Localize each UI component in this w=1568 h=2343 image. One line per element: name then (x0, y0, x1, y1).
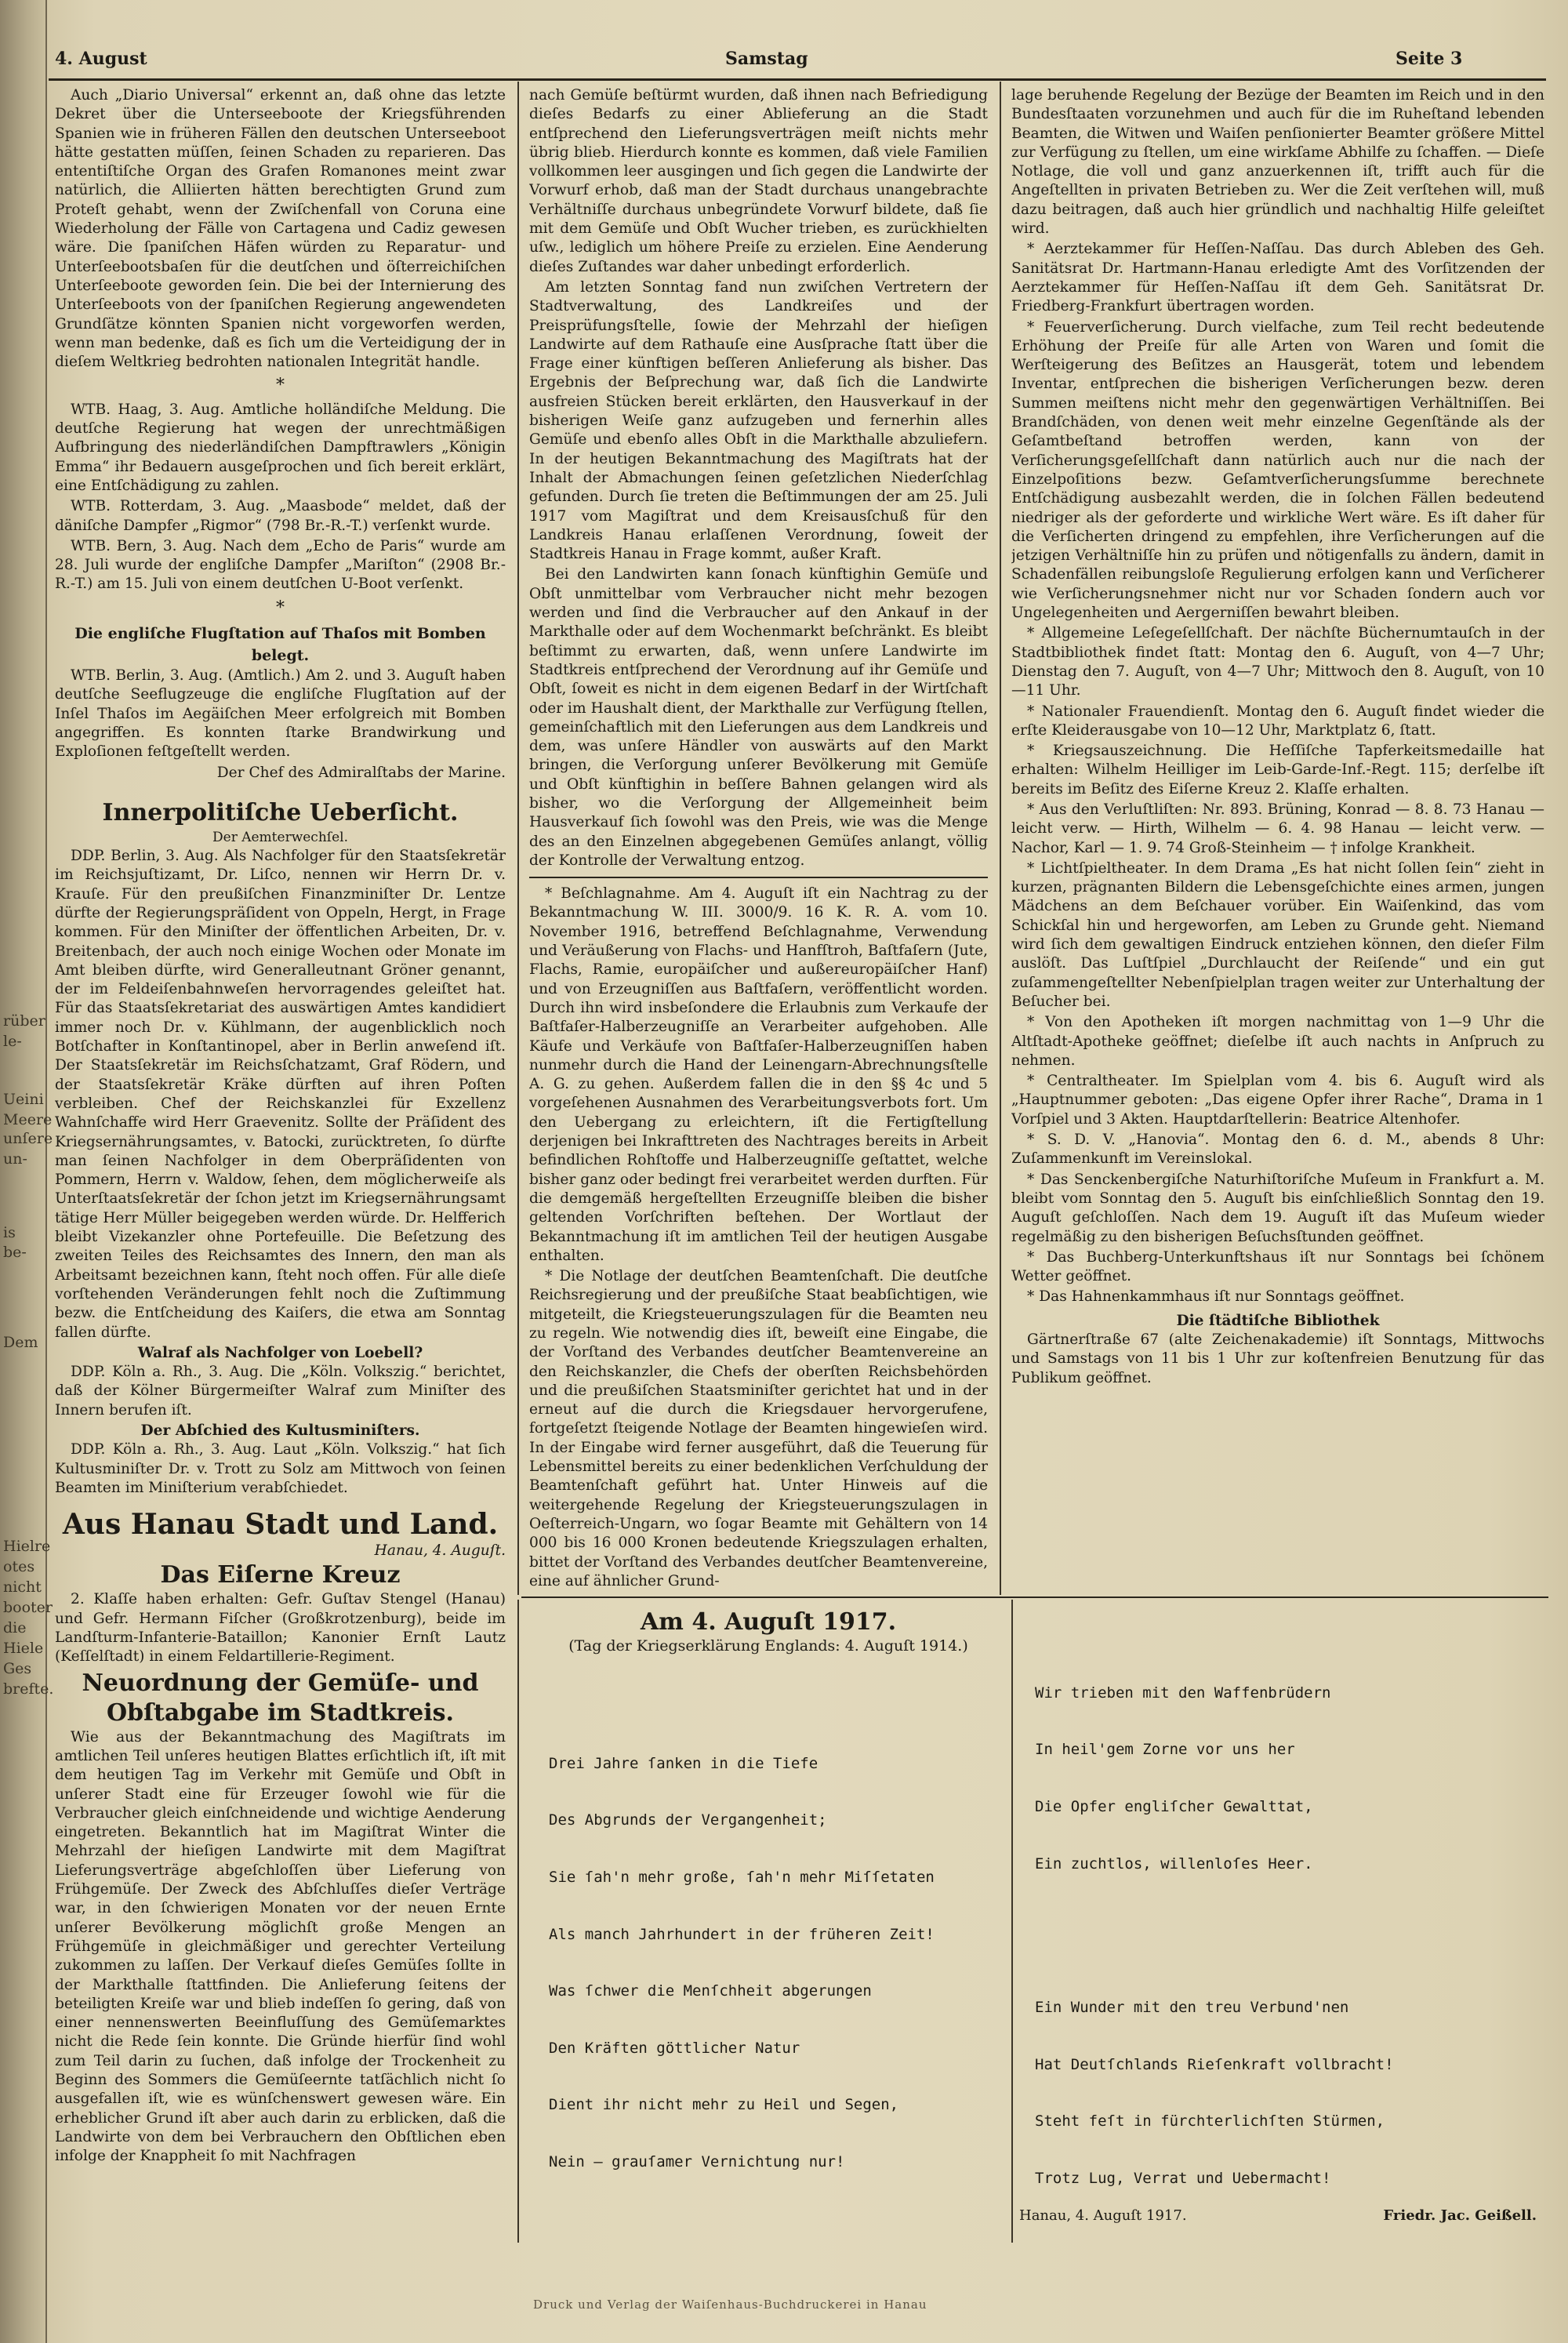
article-bibliothek: Gärtnerſtraße 67 (alte Zeichenakademie) iſt Sonntags, Mittwochs und Samstags von 11 bis 1 Uhr zur koſtenfreien Benutzung für das Publikum geöffnet. (1011, 1331, 1544, 1386)
header-date: 4. August (55, 49, 147, 69)
heading-bibliothek: Die ſtädtiſche Bibliothek (1176, 1312, 1380, 1329)
poem-header (533, 1607, 1004, 1659)
edge-word: Ueini (3, 1091, 44, 1108)
edge-word: nicht (3, 1578, 42, 1596)
signature-admiralstab: Der Chef des Admiralſtabs der Marine. (216, 764, 506, 781)
edge-word: die (3, 1619, 27, 1636)
poem-line: Die Opfer engliſcher Gewalttat, (1035, 1798, 1313, 1815)
poem-line: Wir trieben mit den Waffenbrüdern (1035, 1684, 1331, 1702)
header-day: Samstag (725, 49, 808, 69)
article-bern: WTB. Bern, 3. Aug. Nach dem „Echo de Paris“ wurde am 28. Juli wurde der engliſche Dampfer „Mariſton“ (2908 Br.-R.-T.) am 15. Juli von einem deutſchen U-Boot verſenkt. (55, 537, 506, 593)
article-eiserne-kreuz: 2. Klaſſe haben erhalten: Gefr. Guſtav Stengel (Hanau) und Gefr. Hermann Fiſcher (Großkrotzenburg), beide im Landſturm-Infanterie-Bataillon; Kanonier Ernſt Lautz (Keſſelſtadt) in einem Feldartillerie-Regiment. (55, 1591, 506, 1666)
title-neuordnung: Neuordnung der Gemüſe- und Obſtabgabe im Stadtkreis. (82, 1669, 479, 1727)
title-hanau: Aus Hanau Stadt und Land. (62, 1508, 499, 1542)
heading-thasos: Die engliſche Flugſtation auf Thaſos mit Bomben belegt. (74, 625, 486, 665)
poem-line: Nein — grauſamer Vernichtung nur! (549, 2152, 845, 2170)
article-beamtenschaft: * Die Notlage der deutſchen Beamtenſchaft. Die deutſche Reichsregierung und der preußiſche Staat beabſichtigen, wie mitgeteilt, die Kriegsteuerungszulagen für die Beamten neu zu regeln. Wie notwendig dies iſt, beweiſt eine Eingabe, die der Vorſtand des Verbandes deutſcher Beamtenvereine an den Reichskanzler, die Chefs der oberſten Reichsbehörden und die preußiſchen Staatsminiſter gerichtet hat und in der erneut auf die durch die Kriegsdauer hervorgerufene, fortgeſetzt ſteigende Notlage der Beamten hingewieſen wird. In der Eingabe wird ferner ausgeführt, daß die Teuerung für Lebensmittel bereits zu einer bedenklichen Verſchuldung der Beamtenſchaft geführt hat. Unter Hinweis auf die weitergehende Regelung der Kriegsteuerungszulagen in Oeſterreich-Ungarn, wo ſogar Beamte mit Gehältern von 14 000 bis 16 000 Kronen bedeutende Kriegszulagen erhalten, bittet der Vorſtand des Verbandes deutſcher Beamtenvereine, eine auf ähnlicher Grund- (529, 1268, 988, 1589)
poem-top-rule (521, 1597, 1548, 1598)
poem-line: Ein Wunder mit den treu Verbund'nen (1035, 1999, 1349, 2016)
edge-word: Hiele (3, 1640, 44, 1657)
article-kultus: DDP. Köln a. Rh., 3. Aug. Laut „Köln. Volkszig.“ hat ſich Kultusminiſter Dr. v. Trott zu Solz am Mittwoch von ſeinen Beamten im Miniſterium verabſchiedet. (55, 1441, 506, 1496)
edge-word: un- (3, 1150, 27, 1168)
separator-star: * (276, 598, 285, 618)
edge-word: is be- (3, 1224, 27, 1261)
article-thasos: WTB. Berlin, 3. Aug. (Amtlich.) Am 2. und 3. Auguſt haben deutſche Seeflugzeuge die engliſche Flugſtation auf der Inſel Thaſos im Aegäiſchen Meer erfolgreich mit Bomben angegriffen. Es konnten ſtarke Brandwirkung und Exploſionen feſtgeſtellt werden. (55, 667, 506, 761)
article-neuordnung-cont: nach Gemüſe beſtürmt wurden, daß ihnen nach Befriedigung dieſes Bedarfs zu einer Ablieferung an die Stadt entſprechend den Lieferungsverträgen meiſt nichts mehr übrig blieb. Hierdurch konnte es kommen, daß viele Familien vollkommen leer ausgingen und ſich gegen die Landwirte der Vorwurf erhob, daß man der Stadt durchaus unangebrachte Verhältniſſe durchaus unbegründete Vorwurf bildete, daß ſie mit dem Gemüſe und Obſt Wucher trieben, es zurückhielten uſw., lediglich um höhere Preiſe zu erzielen. Eine Aenderung dieſes Zuſtandes war daher unbedingt erforderlich. (529, 87, 988, 275)
article-neuordnung: Wie aus der Bekanntmachung des Magiſtrats im amtlichen Teil unſeres heutigen Blattes erſichtlich iſt, iſt mit dem heutigen Tag im Verkehr mit Gemüſe und Obſt in unſerer Stadt eine für Erzeuger ſowohl wie für die Verbraucher gleich einſchneidende und wichtige Aenderung eingetreten. Bekanntlich hat im Magiſtrat Winter die Mehrzahl der hieſigen Landwirte mit dem Magiſtrat Lieferungsverträge abgeſchloſſen über Lieferung von Frühgemüſe. Der Zweck des Abſchluſſes dieſer Verträge war, in den ſchwierigen Monaten vor der neuen Ernte unſerer Bevölkerung möglichſt große Mengen an Frühgemüſe in gleichmäßiger und gerechter Verteilung zukommen zu laſſen. Der Verkauf dieſes Gemüſes ſollte in der Markthalle ſtattfinden. Die Anlieferung ſeitens der beteiligten Kreiſe war und blieb indeſſen ſo gering, daß von einer nennenswerten Beeinfluſſung des Gemüſemarktes nicht die Rede ſein konnte. Die Gründe hierfür ſind wohl zum Teil darin zu ſuchen, daß infolge der Trockenheit zu Beginn des Sommers die Gemüſeernte tatſächlich nicht ſo ausgefallen iſt, wie es wünſchenswert gewesen wäre. Ein erheblicher Grund iſt aber auch darin zu erblicken, daß die Landwirte von dem bei Verbrauchern den Obſtlichen eben infolge der Knappheit ſo mit Nachfragen (55, 1728, 506, 2165)
sub-kultus: Der Abſchied des Kultusminiſters. (140, 1422, 420, 1439)
title-eiserne-kreuz: Das Eiſerne Kreuz (160, 1561, 401, 1589)
article-walraf: DDP. Köln a. Rh., 3. Aug. Die „Köln. Volkszig.“ berichtet, daß der Kölner Bürgermeiſter Walraf zum Miniſter des Innern berufen iſt. (55, 1364, 506, 1419)
poem-line: Sie ſah'n mehr große, ſah'n mehr Miſſetaten (549, 1869, 935, 1886)
page-footer: Druck und Verlag der Waiſenhaus-Buchdruckerei in Hanau (533, 2298, 927, 2312)
edge-word: Meere (3, 1111, 53, 1128)
poem-title: Am 4. Auguſt 1917. (640, 1608, 897, 1636)
article-beamtenschaft-cont: lage beruhende Regelung der Bezüge der Beamten im Reich und in den Bundesſtaaten vorzunehmen und auch für die im Ruheſtand lebenden Beamten, die Witwen und Waiſen penſionierter Beamter größere Mittel zur Verfügung zu ſtellen, um eine wirkſame Abhilfe zu ſchaffen. — Dieſe Notlage, die voll und ganz anzuerkennen iſt, trifft auch für die Angeſtellten in privaten Betrieben zu. Wer die Zeit verſtehen will, muß dazu beitragen, daß auch hier gründlich und nachhaltig Hilfe geleiſtet wird. (1011, 87, 1544, 238)
article-aemterwechsel: DDP. Berlin, 3. Aug. Als Nachfolger für den Staatsſekretär im Reichsjuſtizamt, Dr. Liſco, nennen wir Herrn Dr. v. Krauſe. Für den preußiſchen Finanzminiſter Dr. Lentze dürfte der Regierungspräſident von Oppeln, Hergt, in Frage kommen. Für den Miniſter der öffentlichen Arbeiten, Dr. v. Breitenbach, der auch noch einige Wochen oder Monate im Amt bleiben dürfte, wird Generalleutnant Gröner genannt, der im Feldeiſenbahnweſen hervorragendes geleiſtet hat. Für das Staatsſekretariat des auswärtigen Amtes kandidiert immer noch Dr. v. Kühlmann, der augenblicklich noch Botſchafter in Konſtantinopel, aber in Berlin anweſend iſt. Der Staatsſekretär im Reichsſchatzamt, Graf Rödern, und der Staatsſekretär Kräke dürften auf ihren Poſten verbleiben. Chef der Reichskanzlei für Exzellenz Wahnſchaffe wird Herr Graevenitz. Sollte der Präſident des Kriegsernährungsamtes, v. Batocki, zurücktreten, ſo dürfte man ſeinen Nachfolger in dem Oberpräſidenten von Pommern, Herrn v. Waldow, ſehen, dem möglicherweiſe als Unterſtaatsſekretär der ſchon jetzt im Kriegsernährungsamt tätige Herr Müller beigegeben werden würde. Dr. Helfferich bleibt Vizekanzler ohne Portefeuille. Die Beſetzung des zweiten Teiles des Reichsamtes des Innern, den man als Arbeitsamt bezeichnen kann, ſteht noch offen. Für alle dieſe vorſtehenden Veränderungen fehlt noch die Zuſtimmung bezw. die Entſcheidung des Kaiſers, die etwa am Sonntag fallen dürfte. (55, 848, 506, 1341)
edge-word: otes (3, 1558, 35, 1575)
article-rotterdam: WTB. Rotterdam, 3. Aug. „Maasbode“ meldet, daß der däniſche Dampfer „Rigmor“ (798 Br.-R.-T.) verſenkt wurde. (55, 498, 506, 534)
poem-line: Hat Deutſchlands Rieſenkraft vollbracht! (1035, 2055, 1394, 2073)
article-spain: Auch „Diario Universal“ erkennt an, daß ohne das letzte Dekret über die Unterseeboote der Kriegsführenden Spanien wie in früheren Fällen den deutschen Unterseeboot hätte gestatten müſſen, ſeinen Schaden zu reparieren. Das ententiſtiſche Organ des Grafen Romanones meint zwar natürlich, die Alliierten hätten berechtigten Grund zum Proteſt gehabt, wenn der Zwiſchenfall von Coruna eine Wiederholung der Fälle von Cartagena und Cadiz gewesen wäre. Die ſpaniſchen Häfen würden zu Reparatur- und Unterſeebootsbaſen für die deutſchen und öſterreichiſchen Unterſeeboote geworden ſein. Die bei der Internierung des Unterſeeboots von der ſpaniſchen Regierung angewendeten Grundſätze könnten Spanien nicht vorgeworfen werden, wenn man bedenke, daß es ſich um die Verteidigung der in dieſem Weltkrieg bedrohten nationalen Integrität handle. (55, 87, 506, 371)
article-verlustlisten: * Aus den Verluſtliſten: Nr. 893. Brüning, Konrad — 8. 8. 73 Hanau — leicht verw. — Hirth, Wilhelm — 6. 4. 98 Hanau — leicht verw. — Nachor, Karl — 1. 9. 74 Groß-Steinheim — † infolge Krankheit. (1011, 801, 1544, 856)
edge-word: rüber (3, 1012, 45, 1030)
article-apotheken: * Von den Apotheken iſt morgen nachmittag von 1—9 Uhr die Altſtadt-Apotheke geöffnet; dieſelbe iſt auch nachts in Anſpruch zu nehmen. (1011, 1014, 1544, 1069)
poem-place: Hanau, 4. Auguſt 1917. (1019, 2207, 1187, 2224)
article-neuordnung-3: Bei den Landwirten kann ſonach künftighin Gemüſe und Obſt unmittelbar vom Verbraucher nicht mehr bezogen werden und ſind die Verbraucher auf den Ankauf in der Markthalle oder auf dem Wochenmarkt beſchränkt. Es bleibt beſtimmt zu erwarten, daß, wenn unſere Landwirte im Stadtkreis entſprechend der Verordnung auf ihr Gemüſe und Obſt, ſoweit es nicht in dem eigenen Bedarf in der Wirtſchaft oder im Haushalt dient, der Markthalle zur Verfügung ſtellen, gemeinſchaftlich mit den Lieferungen aus dem Landkreis und dem, was unſere Händler von auswärts auf den Markt bringen, die Verſorgung unſerer Bevölkerung mit Gemüſe und Obſt künftighin in beſſere Bahnen gelangen wird als bisher, wo die Verſorgung der Allgemeinheit beim Hausverkauf ſich ſowohl was den Preis, wie was die Menge des an den Einzelnen abgegebenen Gemüſes anlangt, völlig der Kontrolle der Verwaltung entzog. (529, 566, 988, 869)
edge-word: unſere (3, 1130, 53, 1147)
dateline-hanau: Hanau, 4. Auguſt. (374, 1542, 506, 1560)
article-neuordnung-2: Am letzten Sonntag fand nun zwiſchen Vertretern der Stadtverwaltung, des Landkreiſes und der Preisprüfungsſtelle, ſowie der Mehrzahl der hieſigen Landwirte auf dem Rathauſe eine Ausſprache ſtatt über die Frage einer künftigen beſſeren Anlieferung als bisher. Das Ergebnis der Beſprechung war, daß ſich die Landwirte ausfreien Stücken bereit erklärten, den Hausverkauf in der bisherigen Weiſe ganz aufzugeben und fernerhin alles Gemüſe und ebenſo alles Obſt in die Markthalle abzuliefern. In der heutigen Bekanntmachung des Magiſtrats hat der Inhalt der Abmachungen ſeinen geſetzlichen Niederſchlag gefunden. Durch ſie treten die Beſtimmungen der am 25. Juli 1917 vom Magiſtrat und dem Kreisausſchuß für den Landkreis Hanau erlaſſenen Verordnung, ſoweit der Stadtkreis Hanau in Frage kommt, außer Kraft. (529, 278, 988, 563)
edge-word: Dem (3, 1334, 38, 1351)
article-buchberg: * Das Buchberg-Unterkunftshaus iſt nur Sonntags bei ſchönem Wetter geöffnet. (1011, 1248, 1544, 1285)
article-haag: WTB. Haag, 3. Aug. Amtliche holländiſche Meldung. Die deutſche Regierung hat wegen der unrechtmäßigen Aufbringung des niederländiſchen Dampftrawlers „Königin Emma“ ihr Bedauern ausgeſprochen und ſich bereit erklärt, eine Entſchädigung zu zahlen. (55, 401, 506, 494)
poem-author: Friedr. Jac. Geißell. (1383, 2207, 1537, 2224)
poem-stanza (1035, 1645, 1544, 1911)
column-rule (517, 82, 519, 1595)
article-feuerversicherung: * Feuerverſicherung. Durch vielfache, zum Teil recht bedeutende Erhöhung der Preiſe für alle Arten von Waren und ſomit die Werſteigerung des Beſitzes an Hausgerät, totem und lebendem Inventar, entſprechen die bisherigen Verſicherungen bezw. deren Summen meiſtens nicht mehr den gegenwärtigen Verhältniſſen. Bei Brandſchäden, von denen weit mehr einzelne Gegenſtände als der Geſamtbeſtand betroffen werden, kann von der Verſicherungsgeſellſchaft dann natürlich auch nur die nach der Einzelpoſitions bezw. Geſamtverſicherungsſumme berechnete Entſchädigung ausbezahlt werden, die in ſolchen Fällen bedeutend niedriger als der geforderte und wirkliche Wert wäre. Es iſt daher für die Verſicherten dringend zu empfehlen, ihre Verſicherungen auf die jetzigen Verhältniſſe hin zu prüfen und nötigenfalls zu ändern, damit in Schadenfällen reibungsloſe Regulierung erfolgen kann und Verſicherer wie Verſicherungsnehmer nicht nur vor Schaden ſondern auch vor Ungelegenheiten und Aergerniſſen bewahrt bleiben. (1011, 318, 1544, 622)
title-innerpolitische: Innerpolitiſche Ueberſicht. (102, 798, 459, 826)
article-frauendienst: * Nationaler Frauendienſt. Montag den 6. Auguſt findet wieder die erſte Kleiderausgabe von 10—12 Uhr, Marktplatz 6, ſtatt. (1011, 703, 1544, 739)
sub-aemterwechsel: Der Aemterwechſel. (212, 829, 348, 845)
poem-left (549, 1678, 1007, 2250)
poem-stanza (1035, 1960, 1544, 2203)
left-page-edge (0, 0, 54, 2343)
header-page: Seite 3 (1396, 49, 1463, 69)
poem-line: Drei Jahre ſanken in die Tiefe (549, 1754, 818, 1772)
poem-signature (1019, 2207, 1537, 2224)
separator-star: * (276, 376, 285, 396)
poem-line: Ein zuchtlos, willenloſes Heer. (1035, 1854, 1313, 1873)
poem-line: Was ſchwer die Menſchheit abgerungen (549, 1982, 872, 2000)
article-lesegesellschaft: * Allgemeine Leſegeſellſchaft. Der nächſte Büchernumtauſch in der Stadtbibliothek findet ſtatt: Montag den 6. Auguſt, von 4—7 Uhr; Dienstag den 7. Auguſt, von 4—7 Uhr; Mittwoch den 8. Auguſt, von 10—11 Uhr. (1011, 625, 1544, 699)
column-rule (1011, 1600, 1013, 2243)
poem-line: Als manch Jahrhundert in der früheren Zeit! (549, 1925, 935, 1943)
article-centraltheater: * Centraltheater. Im Spielplan vom 4. bis 6. Auguſt wird als „Hauptnummer geboten: „Das eigene Opfer ihrer Rache“, Drama in 1 Vorſpiel und 3 Akten. Hauptdarſtellerin: Beatrice Altenhofer. (1011, 1073, 1544, 1128)
article-senckenberg: * Das Senckenbergiſche Naturhiſtoriſche Muſeum in Frankfurt a. M. bleibt vom Sonntag den 5. Auguſt bis einſchließlich Sonntag den 19. Auguſt geſchloſſen. Nach dem 19. Auguſt iſt das Muſeum wieder regelmäßig zu den bisherigen Beſuchsſtunden geöffnet. (1011, 1171, 1544, 1245)
sub-walraf: Walraf als Nachfolger von Loebell? (137, 1344, 423, 1361)
article-lichtspieltheater: * Lichtſpieltheater. In dem Drama „Es hat nicht ſollen ſein“ zieht in kurzen, prägnanten Bildern die Lebensgeſchichte eines armen, jungen Mädchens an dem Beſchauer vorüber. Ein Waiſenkind, das vom Schickſal hin und hergeworfen, am Leben zu Grunde geht. Niemand wird ſich dem gewaltigen Eindruck entziehen können, den dieſer Film auslöſt. Das Luſtſpiel „Durchlaucht der Reiſende“ und ein gut zuſammengeſtellter Nebenſpielplan tragen weiter zur Unterhaltung der Beſucher bei. (1011, 859, 1544, 1010)
column-rule (1000, 82, 1001, 1595)
edge-word: booter (3, 1599, 53, 1616)
article-kriegsauszeichnung: * Kriegsauszeichnung. Die Heſſiſche Tapferkeitsmedaille hat erhalten: Wilhelm Heilliger im Leib-Garde-Inf.-Regt. 115; derſelbe iſt bereits im Beſitz des Eiſerne Kreuz 2. Klaſſe erhalten. (1011, 743, 1544, 797)
edge-word: brefte. (3, 1680, 54, 1698)
poem-line: Steht feſt in fürchterlichſten Stürmen, (1035, 2112, 1385, 2130)
poem-stanza (549, 1716, 1007, 2209)
edge-word: Ges (3, 1660, 32, 1677)
column-2 (529, 86, 988, 1592)
poem-line: Dient ihr nicht mehr zu Heil und Segen, (549, 2096, 899, 2114)
column-3 (1011, 86, 1544, 1592)
article-hanovia: * S. D. V. „Hanovia“. Montag den 6. d. M., abends 8 Uhr: Zuſammenkunft im Vereinslokal. (1011, 1132, 1544, 1168)
edge-word: Hielre (3, 1538, 51, 1555)
poem-subtitle: (Tag der Kriegserklärung Englands: 4. Auguſt 1914.) (568, 1637, 968, 1655)
column-1 (55, 86, 506, 2282)
poem-line: Den Kräften göttlicher Natur (549, 2039, 800, 2057)
edge-word: le- (3, 1033, 22, 1050)
poem-right (1035, 1607, 1544, 2203)
poem-line: Des Abgrunds der Vergangenheit; (549, 1811, 827, 1829)
article-aerztekammer: * Aerztekammer für Heſſen-Naſſau. Das durch Ableben des Geh. Sanitätsrat Dr. Hartmann-Hanau erledigte Amt des Vorſitzenden der Aerztekammer für Heſſen-Naſſau iſt dem Geh. Sanitätsrat Dr. Friedberg-Frankfurt übertragen worden. (1011, 241, 1544, 315)
header-rule (49, 78, 1546, 81)
article-hahnenkamm: * Das Hahnenkammhaus iſt nur Sonntags geöffnet. (1027, 1288, 1405, 1306)
article-beschlagnahme: * Beſchlagnahme. Am 4. Auguſt iſt ein Nachtrag zu der Bekanntmachung W. III. 3000/9. 16 K. R. A. vom 10. November 1916, betreffend Beſchlagnahme, Verwendung und Veräußerung von Flachs- und Hanfſtroh, Baſtfaſern (Jute, Flachs, Ramie, europäiſcher und außereuropäiſcher Hanf) und von Erzeugniſſen aus Baſtfaſern, veröffentlicht worden. Durch ihn wird insbeſondere die Erlaubnis zum Verkaufe der Baſtfaſer-Halberzeugniſſe an Verarbeiter aufgehoben. Alle Käufe und Verkäufe von Baſtfaſer-Halberzeugniſſen haben nunmehr durch die Hand der Leinengarn-Abrechnungsſtelle A. G. zu gehen. Außerdem fallen die in den §§ 4c und 5 vorgeſehenen Ausnahmen des Verarbeitungsverbots fort. Um den Uebergang zu erleichtern, iſt die Fertigſtellung derjenigen bei Inkrafttreten des Nachtrages bereits in Arbeit befindlichen Rohſtoffe und Halberzeugniſſe geſtattet, welche bisher ganz oder bedingt frei verarbeitet werden durften. Für die demgemäß hergeſtellten Erzeugniſſe bleiben die bisher geltenden Vorſchriften beſtehen. Der Wortlaut der Bekanntmachung iſt im amtlichen Teil der heutigen Ausgabe enthalten. (529, 885, 988, 1264)
column-rule (517, 1600, 519, 2243)
poem-line: In heil'gem Zorne vor uns her (1035, 1741, 1295, 1759)
poem-line: Trotz Lug, Verrat und Uebermacht! (1035, 2169, 1331, 2187)
